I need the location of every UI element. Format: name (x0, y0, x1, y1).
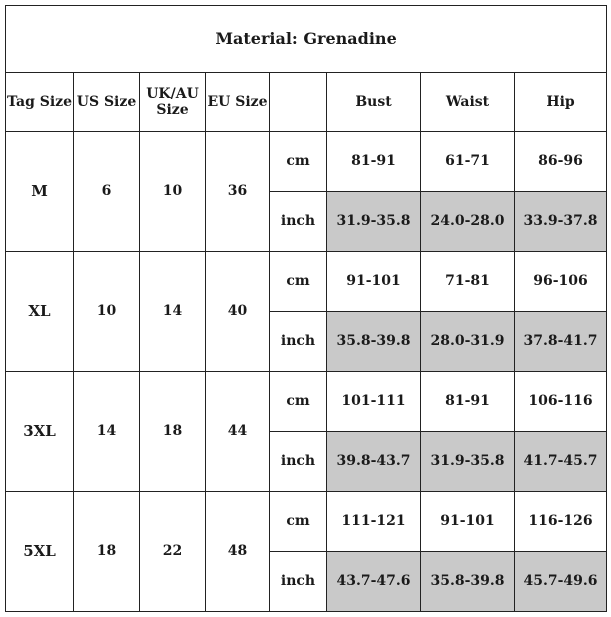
us-size-cell: 10 (74, 252, 140, 372)
waist-cm-cell: 81-91 (421, 372, 515, 432)
bust-inch-cell: 31.9-35.8 (327, 192, 421, 252)
us-size-cell: 6 (74, 132, 140, 252)
header-eu-size: EU Size (206, 73, 270, 132)
hip-inch-cell: 33.9-37.8 (515, 192, 607, 252)
ukau-size-cell: 14 (140, 252, 206, 372)
hip-inch-cell: 45.7-49.6 (515, 552, 607, 612)
bust-cm-cell: 101-111 (327, 372, 421, 432)
unit-cell-cm: cm (270, 492, 327, 552)
us-size-cell: 14 (74, 372, 140, 492)
unit-cell-inch: inch (270, 552, 327, 612)
size-table (5, 5, 607, 612)
tag-size-cell: M (6, 132, 74, 252)
waist-inch-cell: 35.8-39.8 (421, 552, 515, 612)
size-row-cm (6, 132, 607, 192)
table-title: Material: Grenadine (6, 6, 607, 73)
header-us-size: US Size (74, 73, 140, 132)
tag-size-cell: 5XL (6, 492, 74, 612)
eu-size-cell: 40 (206, 252, 270, 372)
header-waist: Waist (421, 73, 515, 132)
header-hip: Hip (515, 73, 607, 132)
waist-cm-cell: 71-81 (421, 252, 515, 312)
header-row (6, 73, 607, 132)
unit-cell-cm: cm (270, 252, 327, 312)
us-size-cell: 18 (74, 492, 140, 612)
tag-size-cell: XL (6, 252, 74, 372)
header-tag-size: Tag Size (6, 73, 74, 132)
unit-cell-inch: inch (270, 312, 327, 372)
tag-size-cell: 3XL (6, 372, 74, 492)
size-row-cm (6, 372, 607, 432)
waist-inch-cell: 31.9-35.8 (421, 432, 515, 492)
bust-inch-cell: 39.8-43.7 (327, 432, 421, 492)
hip-cm-cell: 86-96 (515, 132, 607, 192)
header-bust: Bust (327, 73, 421, 132)
hip-inch-cell: 41.7-45.7 (515, 432, 607, 492)
bust-cm-cell: 81-91 (327, 132, 421, 192)
size-row-cm (6, 492, 607, 552)
eu-size-cell: 44 (206, 372, 270, 492)
unit-cell-cm: cm (270, 132, 327, 192)
size-row-cm (6, 252, 607, 312)
ukau-size-cell: 18 (140, 372, 206, 492)
waist-cm-cell: 91-101 (421, 492, 515, 552)
header-ukau-size: UK/AU Size (140, 73, 206, 132)
unit-cell-cm: cm (270, 372, 327, 432)
bust-inch-cell: 35.8-39.8 (327, 312, 421, 372)
bust-cm-cell: 91-101 (327, 252, 421, 312)
hip-cm-cell: 96-106 (515, 252, 607, 312)
unit-cell-inch: inch (270, 432, 327, 492)
eu-size-cell: 36 (206, 132, 270, 252)
hip-inch-cell: 37.8-41.7 (515, 312, 607, 372)
hip-cm-cell: 116-126 (515, 492, 607, 552)
unit-cell-inch: inch (270, 192, 327, 252)
waist-inch-cell: 28.0-31.9 (421, 312, 515, 372)
header-unit (270, 73, 327, 132)
waist-inch-cell: 24.0-28.0 (421, 192, 515, 252)
size-chart (5, 5, 606, 609)
bust-inch-cell: 43.7-47.6 (327, 552, 421, 612)
ukau-size-cell: 22 (140, 492, 206, 612)
bust-cm-cell: 111-121 (327, 492, 421, 552)
waist-cm-cell: 61-71 (421, 132, 515, 192)
eu-size-cell: 48 (206, 492, 270, 612)
ukau-size-cell: 10 (140, 132, 206, 252)
hip-cm-cell: 106-116 (515, 372, 607, 432)
